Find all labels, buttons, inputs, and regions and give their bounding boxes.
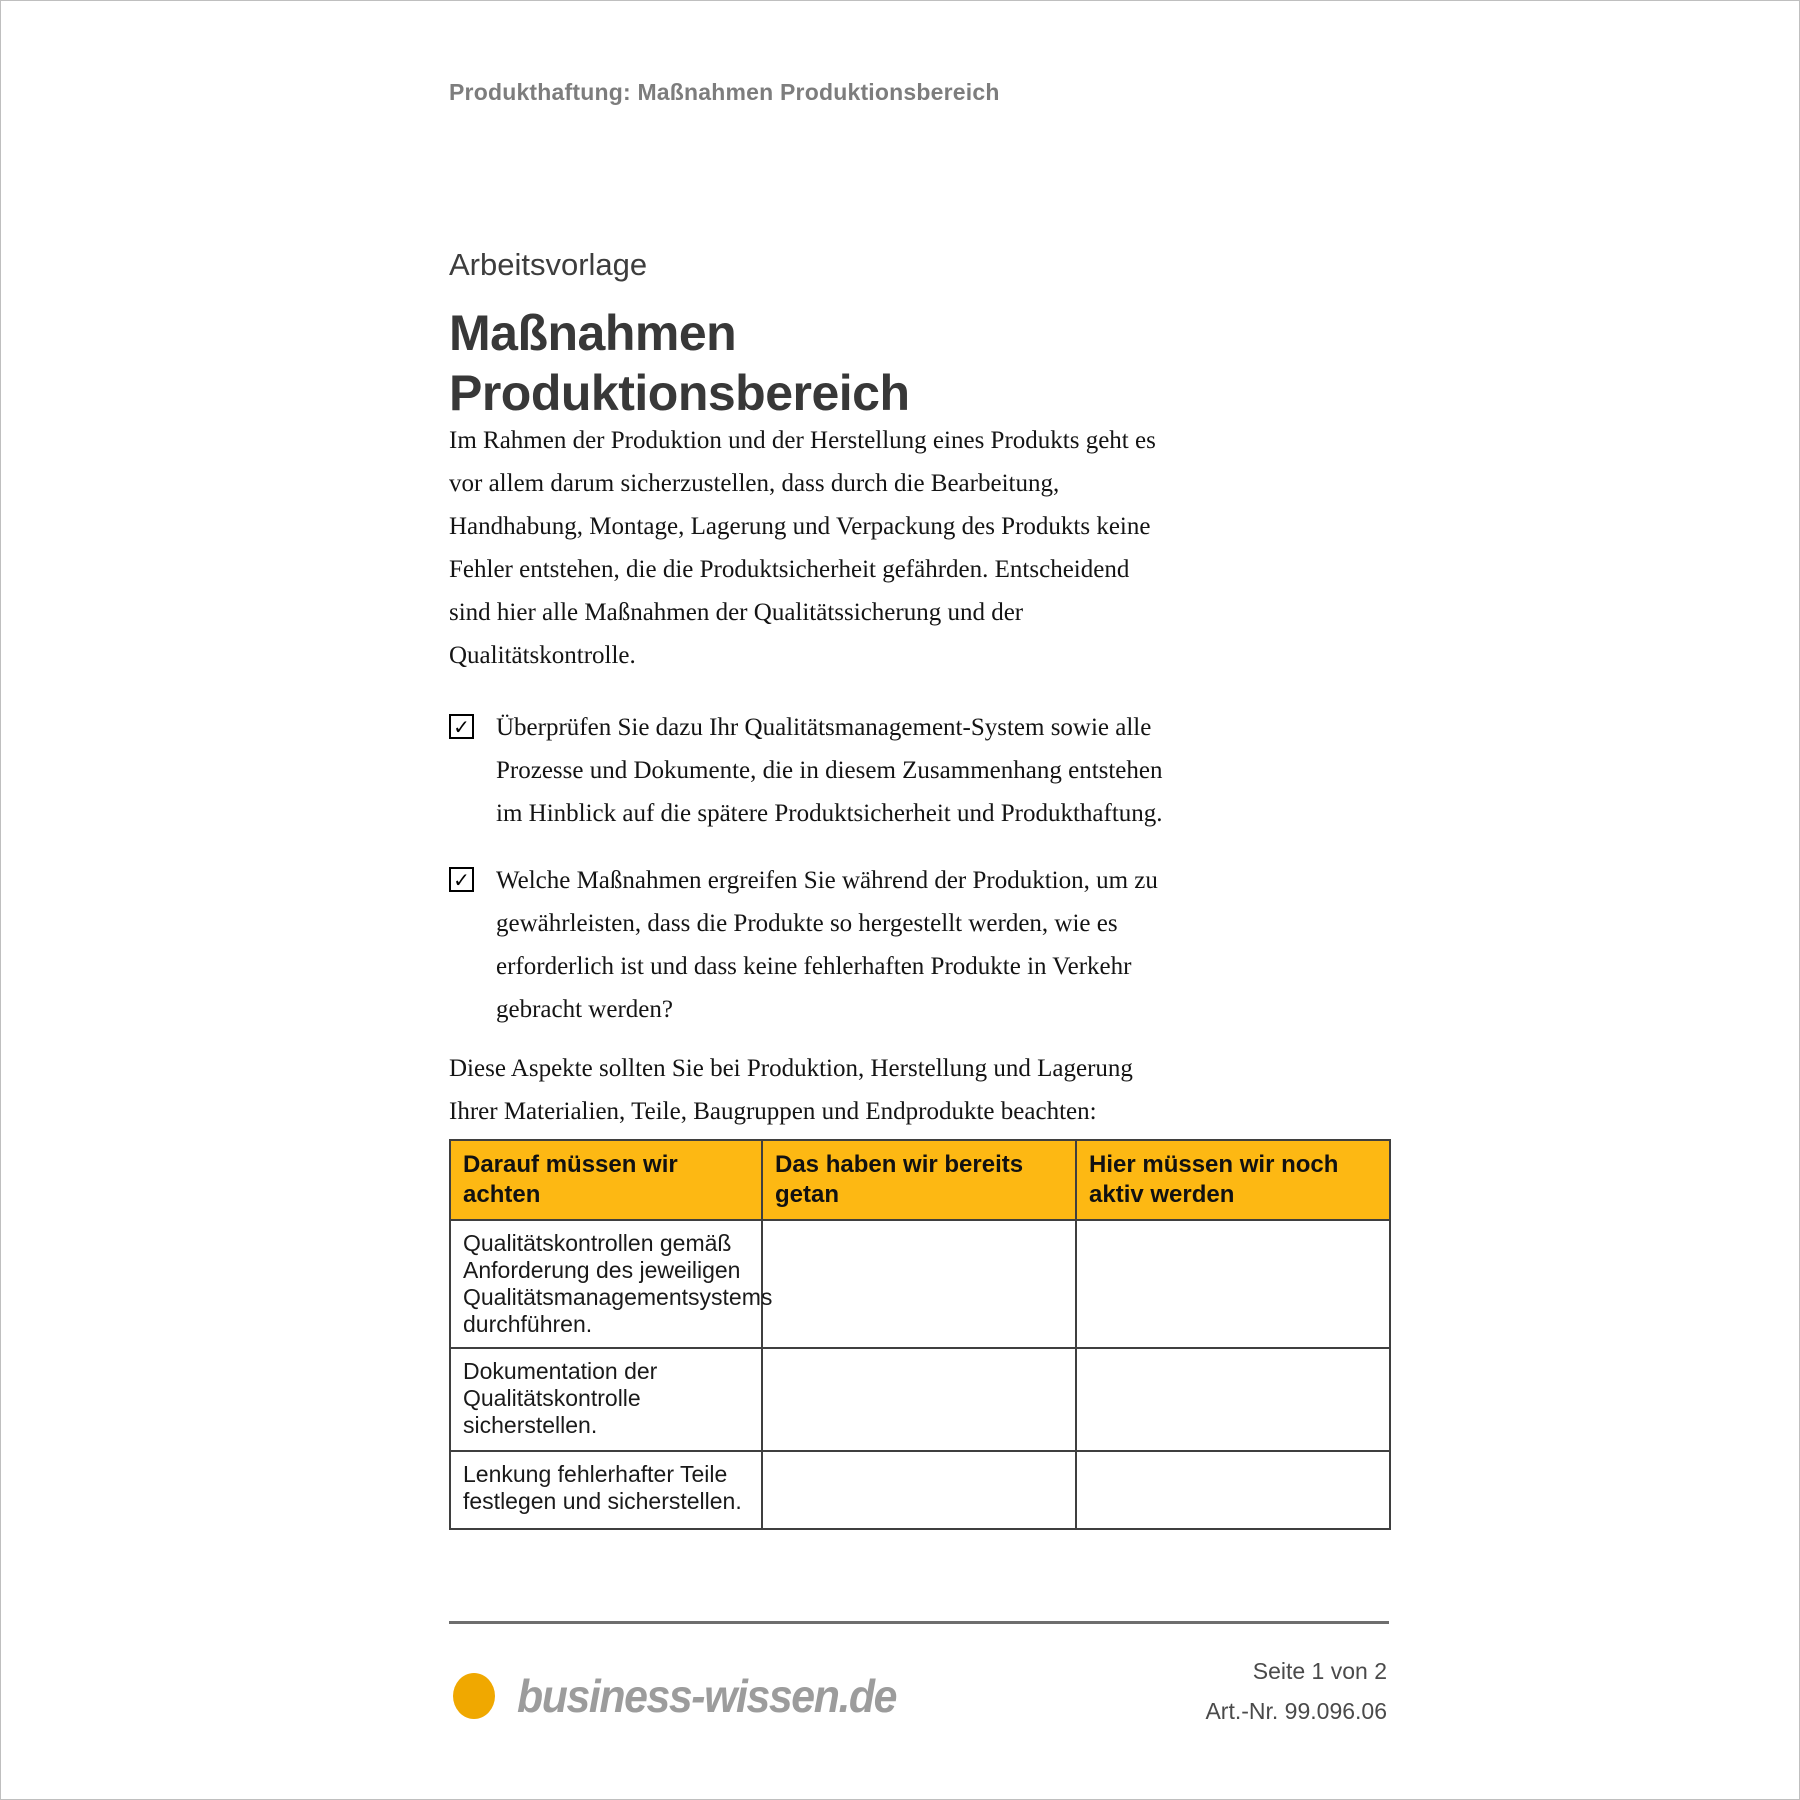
table-header-cell: Hier müssen wir noch aktiv werden (1076, 1140, 1390, 1220)
table-cell-aspect: Qualitätskontrollen gemäß Anforderung des jeweiligen Qualitätsmanagementsystems durchführen. (450, 1220, 762, 1348)
checklist-item-text: Überprüfen Sie dazu Ihr Qualitätsmanagement-System sowie alle Prozesse und Dokumente, die in diesem Zusammenhang entstehen im Hinblick auf die spätere Produktsicherheit und Produkthaftung. (496, 714, 1163, 827)
checklist-item (449, 859, 1194, 1031)
page-title (449, 303, 910, 423)
page-number: Seite 1 von 2 (1252, 1658, 1387, 1684)
table-cell-done (762, 1451, 1076, 1529)
footer-info (1205, 1651, 1387, 1731)
brand-dot-icon (453, 1673, 495, 1719)
table-row (450, 1451, 1390, 1529)
table-header-cell: Das haben wir bereits getan (762, 1140, 1076, 1220)
checked-checkbox-icon: ✓ (449, 714, 474, 739)
document-pretitle: Arbeitsvorlage (449, 247, 648, 282)
table-cell-todo (1076, 1451, 1390, 1529)
checklist-item-text: Welche Maßnahmen ergreifen Sie während der Produktion, um zu gewährleisten, dass die Produkte so hergestellt werden, wie es erforderlich ist und dass keine fehlerhaften Produkte in Verkehr gebracht werden? (496, 867, 1158, 1023)
measures-table (449, 1139, 1391, 1530)
table-header-row (450, 1140, 1390, 1220)
table-cell-done (762, 1348, 1076, 1451)
article-number: Art.-Nr. 99.096.06 (1205, 1698, 1387, 1724)
brand-name: business-wissen.de (517, 1670, 897, 1722)
table-intro-paragraph: Diese Aspekte sollten Sie bei Produktion, Herstellung und Lagerung Ihrer Materialien, Teile, Baugruppen und Endprodukte beachten: (449, 1055, 1133, 1125)
checklist-item (449, 706, 1194, 835)
page-title-line2: Produktionsbereich (449, 365, 910, 421)
table-cell-aspect: Lenkung fehlerhafter Teile festlegen und sicherstellen. (450, 1451, 762, 1529)
table-row (450, 1348, 1390, 1451)
table-cell-aspect: Dokumentation der Qualitätskontrolle sicherstellen. (450, 1348, 762, 1451)
table-cell-todo (1076, 1220, 1390, 1348)
table-cell-done (762, 1220, 1076, 1348)
page-title-line1: Maßnahmen (449, 305, 737, 361)
table-cell-todo (1076, 1348, 1390, 1451)
table-row (450, 1220, 1390, 1348)
running-header: Produkthaftung: Maßnahmen Produktionsbereich (449, 79, 1000, 105)
footer-divider (449, 1621, 1389, 1624)
table-header-cell: Darauf müssen wir achten (450, 1140, 762, 1220)
checked-checkbox-icon: ✓ (449, 867, 474, 892)
brand-logo (453, 1669, 925, 1723)
intro-paragraph: Im Rahmen der Produktion und der Herstellung eines Produkts geht es vor allem darum sicherzustellen, dass durch die Bearbeitung, Handhabung, Montage, Lagerung und Verpackung des Produkts keine Fehler entstehen, die die Produktsicherheit gefährden. Entscheidend sind hier alle Maßnahmen der Qualitätssicherung und der Qualitätskontrolle. (449, 427, 1156, 669)
